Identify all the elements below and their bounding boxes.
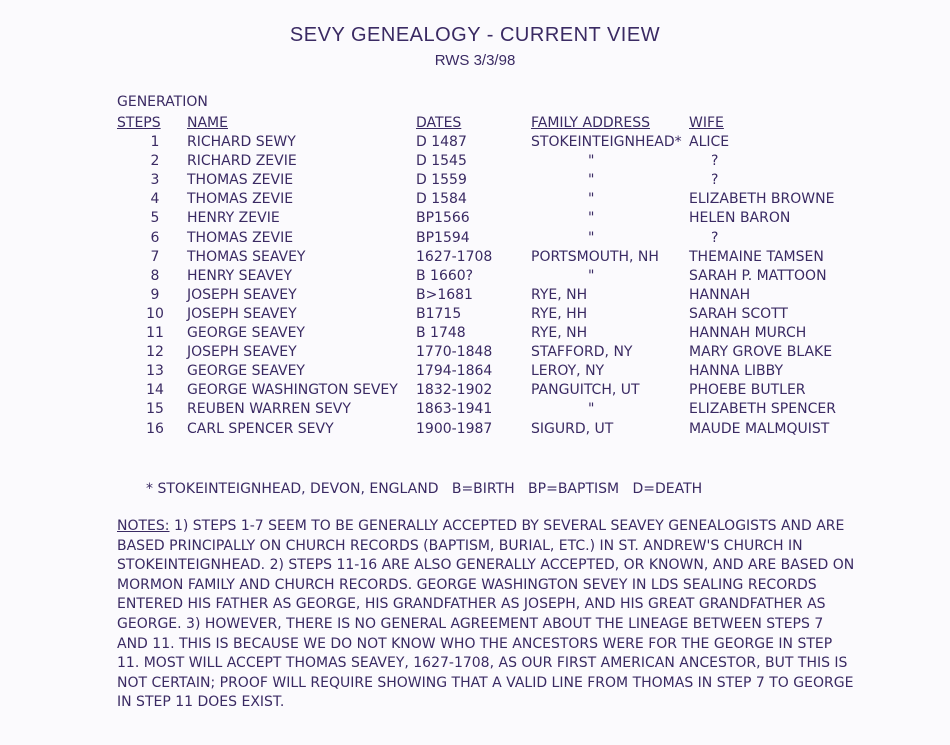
wife-cell: HANNAH MURCH xyxy=(689,325,807,341)
dates-cell: 1770-1848 xyxy=(416,344,493,361)
wife-cell: ? xyxy=(711,172,719,189)
name-cell: THOMAS SEAVEY xyxy=(187,248,306,265)
dates-cell: 1863-1941 xyxy=(416,401,493,418)
table-row xyxy=(0,191,950,210)
address-cell: SIGURD, UT xyxy=(531,420,614,437)
wife-cell: HANNAH xyxy=(689,286,751,303)
dates-cell: D 1584 xyxy=(416,191,467,208)
address-cell: LEROY, NY xyxy=(531,363,605,380)
wife-cell: PHOEBE BUTLER xyxy=(689,382,806,399)
wife-cell: SARAH SCOTT xyxy=(689,305,788,322)
column-header-wife: WIFE xyxy=(689,115,724,131)
step-cell: 8 xyxy=(150,267,160,284)
table-row xyxy=(0,230,950,249)
address-cell: PANGUITCH, UT xyxy=(531,382,640,399)
address-cell: " xyxy=(588,229,595,246)
legend: * STOKEINTEIGNHEAD, DEVON, ENGLAND B=BIRTH BP=BAPTISM D=DEATH xyxy=(146,481,703,497)
column-header-steps: STEPS xyxy=(117,115,161,131)
dates-cell: 1627-1708 xyxy=(416,248,493,265)
generation-heading: GENERATION xyxy=(117,94,208,110)
table-row xyxy=(0,325,950,344)
address-cell: RYE, NH xyxy=(531,286,588,303)
table-row xyxy=(0,153,950,172)
address-cell: " xyxy=(588,267,595,284)
wife-cell: HANNA LIBBY xyxy=(689,363,784,380)
table-row xyxy=(0,172,950,191)
dates-cell: 1794-1864 xyxy=(416,363,493,380)
step-cell: 3 xyxy=(150,172,160,189)
step-cell: 4 xyxy=(150,191,160,208)
column-header-dates: DATES xyxy=(416,115,462,131)
name-cell: JOSEPH SEAVEY xyxy=(187,344,297,361)
dates-cell: D 1545 xyxy=(416,153,467,170)
address-cell: " xyxy=(588,191,595,208)
dates-cell: 1832-1902 xyxy=(416,382,493,399)
name-cell: RICHARD ZEVIE xyxy=(187,153,297,170)
notes-text: 1) STEPS 1-7 SEEM TO BE GENERALLY ACCEPTED BY SEVERAL SEAVEY GENEALOGISTS AND ARE BASED PRINCIPALLY ON CHURCH RECORDS (BAPTISM, BURIAL, ETC.) IN ST. ANDREW'S CHURCH IN STOKEINTEIGNHEAD. 2) STEPS 11-16 ARE ALSO GENERALLY ACCEPTED, OR KNOWN, AND ARE BASED ON MORMON FAMILY AND CHURCH RECORDS. GEORGE WASHINGTON SEVEY IN LDS SEALING RECORDS ENTERED HIS FATHER AS GEORGE, HIS GRANDFATHER AS JOSEPH, AND HIS GREAT GRANDFATHER AS GEORGE. 3) HOWEVER, THERE IS NO GENERAL AGREEMENT ABOUT THE LINEAGE BETWEEN STEPS 7 AND 11. THIS IS BECAUSE WE DO NOT KNOW WHO THE ANCESTORS WERE FOR THE GEORGE IN STEP 11. MOST WILL ACCEPT THOMAS SEAVEY, 1627-1708, AS OUR FIRST AMERICAN ANCESTOR, BUT THIS IS NOT CERTAIN; PROOF WILL REQUIRE SHOWING THAT A VALID LINE FROM THOMAS IN STEP 7 TO GEORGE IN STEP 11 DOES EXIST. xyxy=(117,518,855,711)
step-cell: 9 xyxy=(150,286,160,303)
address-cell: PORTSMOUTH, NH xyxy=(531,248,659,265)
step-cell: 14 xyxy=(146,382,164,399)
wife-cell: SARAH P. MATTOON xyxy=(689,267,827,284)
address-cell: " xyxy=(588,210,595,227)
table-row xyxy=(0,249,950,268)
step-cell: 5 xyxy=(150,210,160,227)
name-cell: GEORGE SEAVEY xyxy=(187,325,305,341)
table-row xyxy=(0,382,950,401)
address-cell: RYE, HH xyxy=(531,305,588,322)
address-cell: " xyxy=(588,172,595,189)
wife-cell: THEMAINE TAMSEN xyxy=(689,248,824,265)
dates-cell: BP1566 xyxy=(416,210,470,227)
address-cell: STAFFORD, NY xyxy=(531,344,633,361)
dates-cell: 1900-1987 xyxy=(416,420,493,437)
name-cell: HENRY SEAVEY xyxy=(187,267,293,284)
name-cell: GEORGE SEAVEY xyxy=(187,363,305,380)
wife-cell: MARY GROVE BLAKE xyxy=(689,344,833,361)
wife-cell: ? xyxy=(711,153,719,170)
name-cell: CARL SPENCER SEVY xyxy=(187,420,334,437)
step-cell: 13 xyxy=(146,363,164,380)
step-cell: 11 xyxy=(146,325,164,341)
page-subtitle: RWS 3/3/98 xyxy=(434,52,516,69)
dates-cell: BP1594 xyxy=(416,229,470,246)
wife-cell: HELEN BARON xyxy=(689,210,791,227)
dates-cell: B 1748 xyxy=(416,325,466,341)
table-row xyxy=(0,210,950,229)
name-cell: RICHARD SEWY xyxy=(187,134,296,150)
step-cell: 1 xyxy=(150,134,160,150)
address-cell: " xyxy=(588,401,595,418)
step-cell: 7 xyxy=(150,248,160,265)
wife-cell: ? xyxy=(711,229,719,246)
table-row xyxy=(0,344,950,363)
dates-cell: D 1487 xyxy=(416,134,467,150)
dates-cell: B1715 xyxy=(416,305,462,322)
table-row xyxy=(0,401,950,420)
name-cell: GEORGE WASHINGTON SEVEY xyxy=(187,382,398,399)
step-cell: 16 xyxy=(146,420,164,437)
step-cell: 6 xyxy=(150,229,160,246)
wife-cell: MAUDE MALMQUIST xyxy=(689,420,830,437)
name-cell: REUBEN WARREN SEVY xyxy=(187,401,351,418)
step-cell: 15 xyxy=(146,401,164,418)
address-cell: RYE, NH xyxy=(531,325,588,341)
notes xyxy=(117,517,857,713)
name-cell: JOSEPH SEAVEY xyxy=(187,286,297,303)
table-row xyxy=(0,306,950,325)
table-row xyxy=(0,268,950,287)
name-cell: THOMAS ZEVIE xyxy=(187,172,294,189)
address-cell: " xyxy=(588,153,595,170)
name-cell: THOMAS ZEVIE xyxy=(187,229,294,246)
name-cell: HENRY ZEVIE xyxy=(187,210,280,227)
table-row xyxy=(0,363,950,382)
table-row xyxy=(0,421,950,440)
address-cell: STOKEINTEIGNHEAD* xyxy=(531,134,682,150)
dates-cell: B 1660? xyxy=(416,267,474,284)
name-cell: THOMAS ZEVIE xyxy=(187,191,294,208)
table-row xyxy=(0,287,950,306)
notes-label: NOTES: xyxy=(117,518,170,534)
dates-cell: B>1681 xyxy=(416,286,473,303)
column-header-name: NAME xyxy=(187,115,228,131)
dates-cell: D 1559 xyxy=(416,172,467,189)
step-cell: 2 xyxy=(150,153,160,170)
wife-cell: ELIZABETH SPENCER xyxy=(689,401,836,418)
step-cell: 12 xyxy=(146,344,164,361)
column-header-family-address: FAMILY ADDRESS xyxy=(531,115,650,131)
table-row xyxy=(0,134,950,153)
wife-cell: ALICE xyxy=(689,134,730,150)
step-cell: 10 xyxy=(146,305,164,322)
wife-cell: ELIZABETH BROWNE xyxy=(689,191,835,208)
name-cell: JOSEPH SEAVEY xyxy=(187,305,297,322)
page-title: SEVY GENEALOGY - CURRENT VIEW xyxy=(289,24,661,46)
